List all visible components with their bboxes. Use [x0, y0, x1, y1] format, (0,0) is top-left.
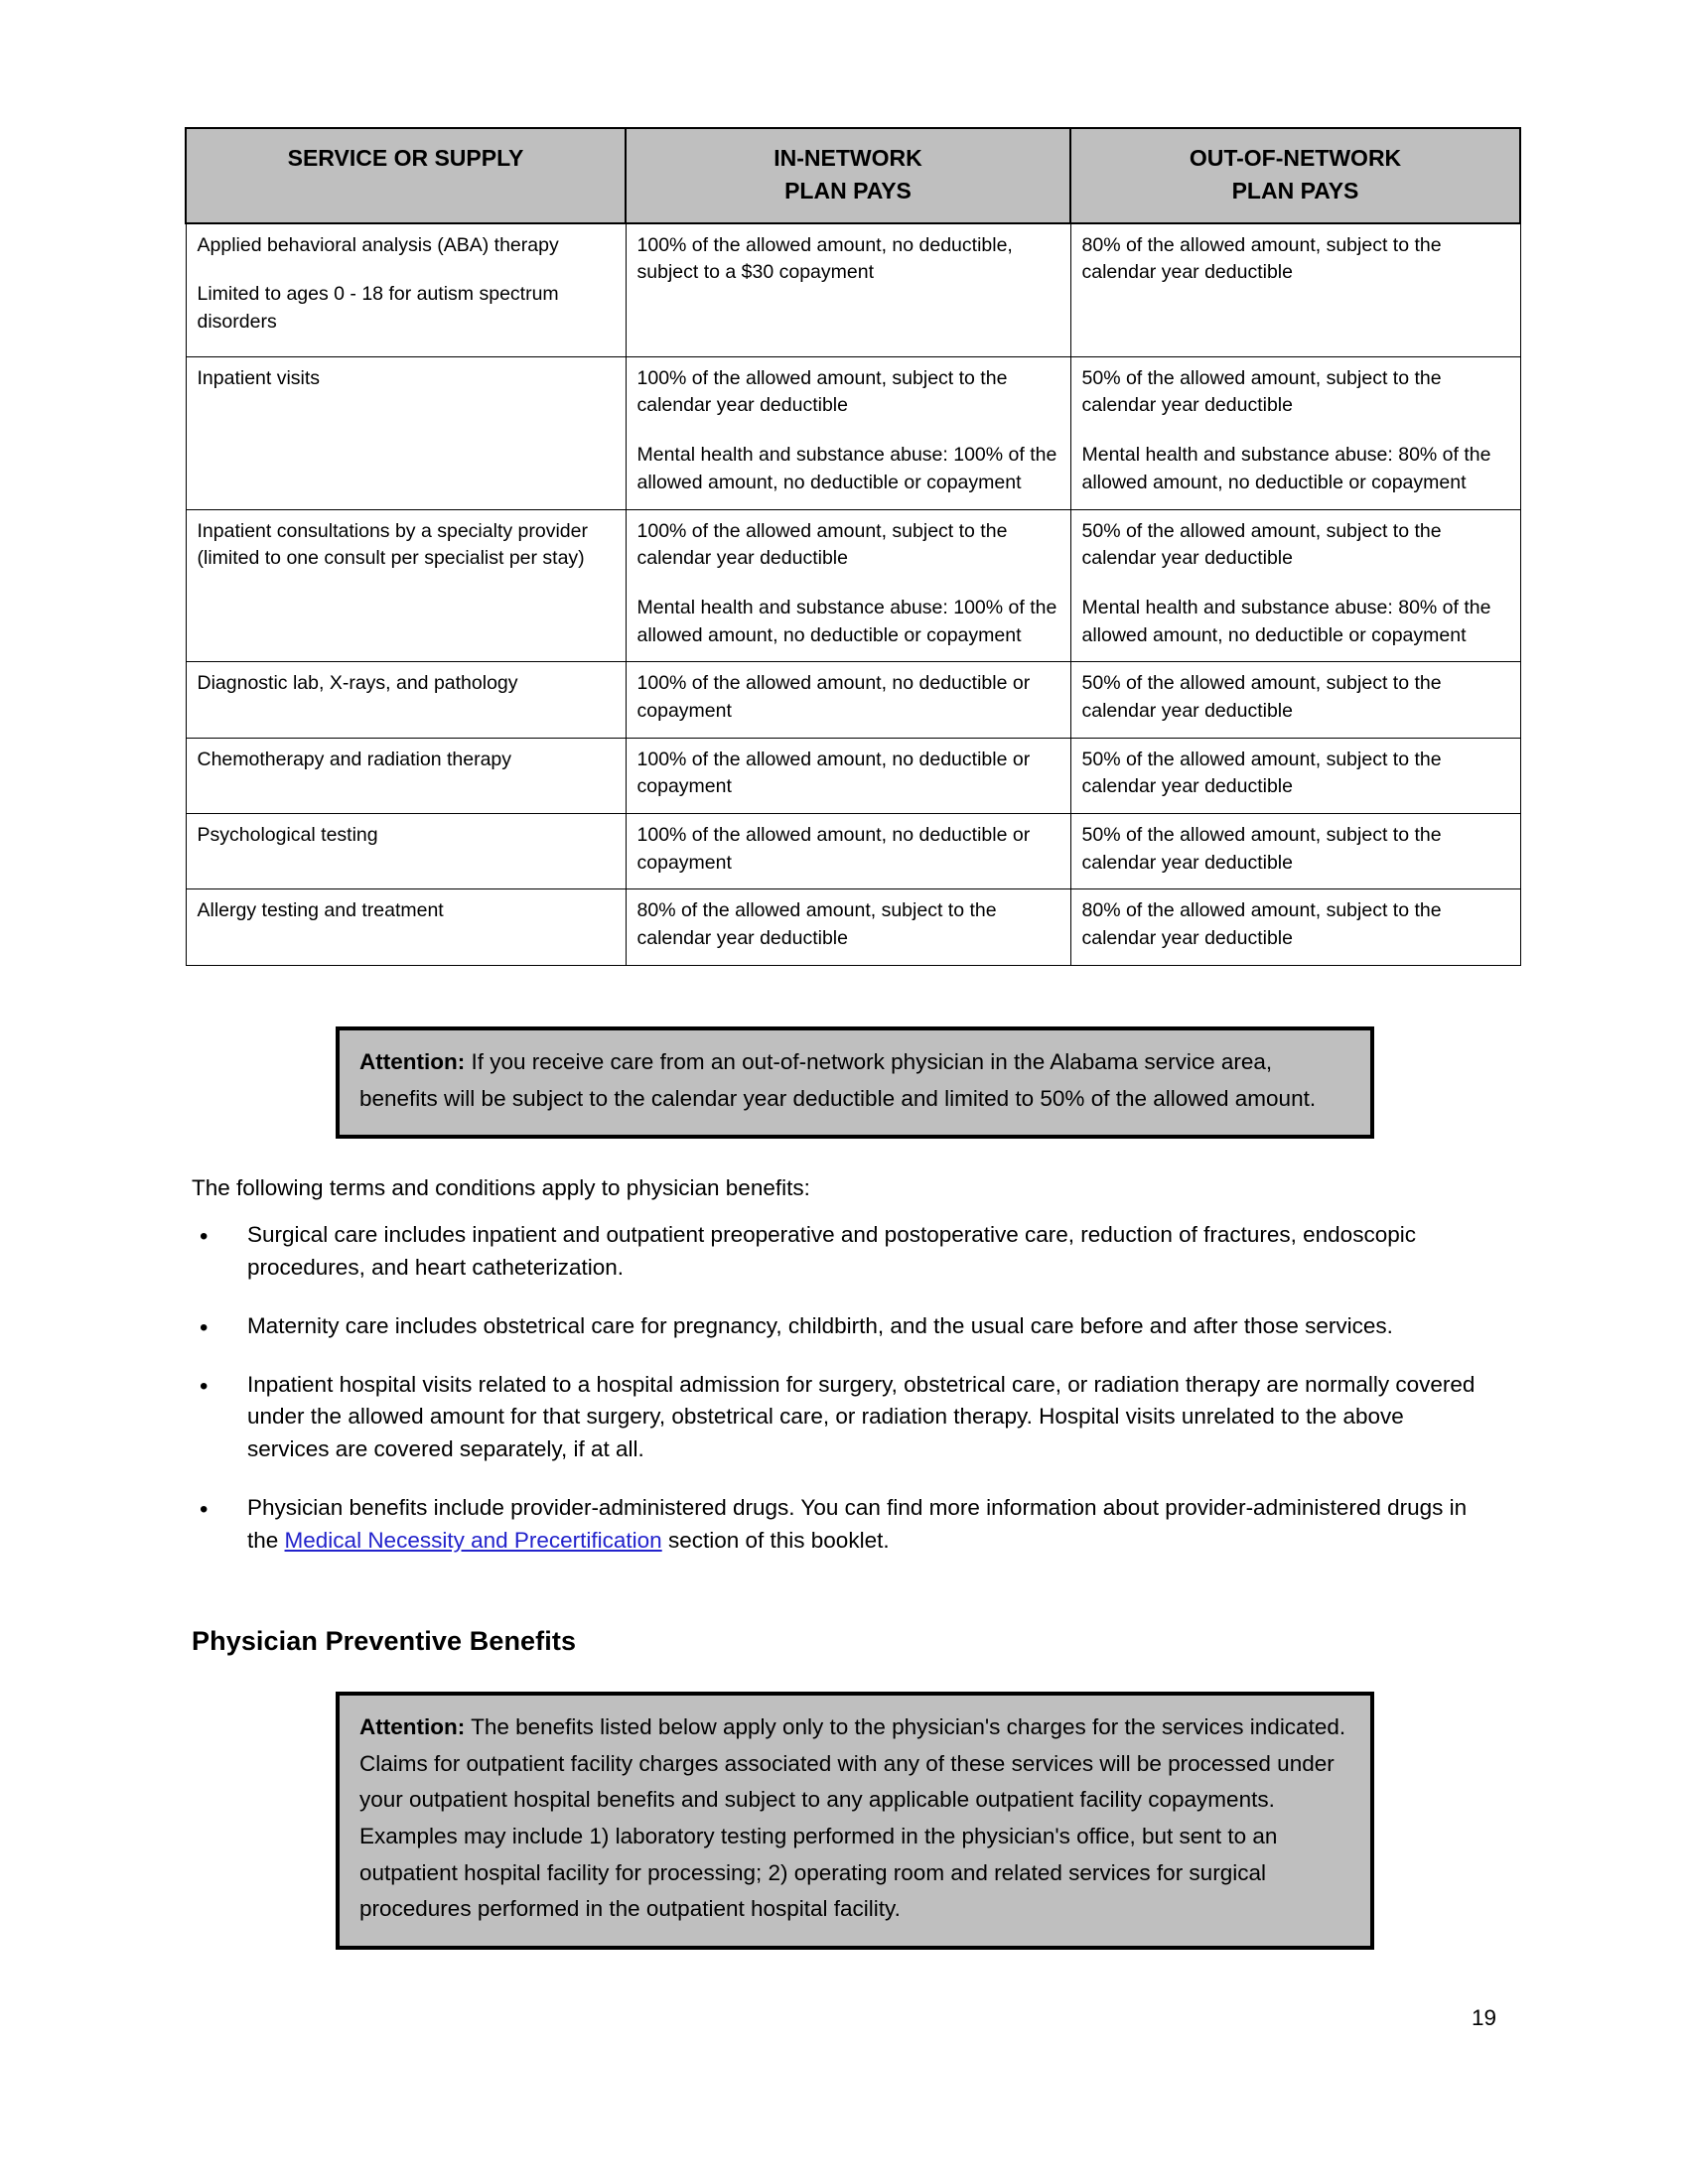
table-row: [186, 889, 1520, 965]
cell-service: [186, 223, 626, 357]
page-number: 19: [1471, 2005, 1496, 2030]
medical-necessity-precertification-link[interactable]: Medical Necessity and Precertification: [284, 1527, 662, 1553]
cell-in-network: [626, 509, 1070, 662]
column-header-out-of-network-line1: OUT-OF-NETWORK: [1189, 145, 1402, 171]
cell-text: Allergy testing and treatment: [197, 899, 444, 922]
cell-text: Inpatient consultations by a specialty provider (limited to one consult per specialist per stay): [197, 519, 588, 570]
cell-text: 50% of the allowed amount, subject to the calendar year deductible: [1081, 824, 1442, 874]
bullet-dot-icon: •: [200, 1496, 209, 1524]
cell-text: 100% of the allowed amount, no deductible or copayment: [636, 748, 1031, 798]
cell-out-of-network: [1070, 889, 1520, 965]
cell-text: Mental health and substance abuse: 100% of the allowed amount, no deductible or copayment: [636, 444, 1057, 493]
cell-service: [186, 662, 626, 738]
cell-out-of-network: [1070, 814, 1520, 889]
list-item-text-before-link: Physician benefits include provider-administered drugs. You can find more information about provider-administered drugs in the: [247, 1495, 1468, 1553]
cell-out-of-network: [1070, 509, 1520, 662]
table-header-row: [186, 128, 1520, 223]
cell-text: Limited to ages 0 - 18 for autism spectrum disorders: [197, 283, 559, 334]
attention-callout-preventive: [336, 1692, 1374, 1950]
benefits-table: [185, 127, 1521, 966]
column-header-out-of-network: [1070, 128, 1520, 223]
table-row: [186, 509, 1520, 662]
attention-label: Attention:: [359, 1714, 466, 1739]
cell-text: 80% of the allowed amount, subject to the calendar year deductible: [1081, 233, 1442, 284]
cell-text: Mental health and substance abuse: 100% of the allowed amount, no deductible or copayment: [636, 596, 1057, 646]
benefits-table-header: [186, 128, 1520, 223]
cell-out-of-network: [1070, 662, 1520, 738]
list-item: [192, 1310, 1482, 1343]
list-item-with-link: [192, 1492, 1482, 1558]
bullet-dot-icon: •: [200, 1372, 209, 1400]
column-header-service-label: SERVICE OR SUPPLY: [287, 145, 524, 171]
cell-text: 80% of the allowed amount, subject to the calendar year deductible: [1081, 899, 1442, 950]
terms-intro-text: The following terms and conditions apply to physician benefits:: [192, 1175, 810, 1200]
cell-text: 100% of the allowed amount, subject to the calendar year deductible: [636, 519, 1008, 570]
list-item-text: Inpatient hospital visits related to a hospital admission for surgery, obstetrical care, or radiation therapy are normally covered under the allowed amount for that surgery, obstetrical care, or radiation therapy. Hospital visits unrelated to the above services are covered separately, if at all.: [247, 1371, 1476, 1462]
table-row: [186, 223, 1520, 357]
benefits-table-body: [186, 223, 1520, 966]
table-row: [186, 738, 1520, 813]
cell-text: Inpatient visits: [197, 366, 321, 389]
list-item-text: Surgical care includes inpatient and outpatient preoperative and postoperative care, reduction of fractures, endoscopic procedures, and heart catheterization.: [247, 1222, 1416, 1280]
column-header-in-network: [626, 128, 1070, 223]
attention-text: The benefits listed below apply only to the physician's charges for the services indicated. Claims for outpatient facility charges associated with any of these services will be processed under your outpatient hospital benefits and subject to any applicable outpatient facility copayments. Examples may include 1) laboratory testing performed in the physician's office, but sent to an outpatient hospital facility for processing; 2) operating room and related services for surgical procedures performed in the outpatient hospital facility.: [359, 1714, 1346, 1922]
cell-text: Diagnostic lab, X-rays, and pathology: [197, 672, 518, 695]
attention-callout-network: [336, 1026, 1374, 1139]
benefits-table-container: [185, 127, 1491, 966]
cell-text: Mental health and substance abuse: 80% of the allowed amount, no deductible or copayment: [1081, 444, 1491, 493]
cell-in-network: [626, 223, 1070, 357]
cell-text: 50% of the allowed amount, subject to the calendar year deductible: [1081, 672, 1442, 722]
column-header-in-network-line1: IN-NETWORK: [774, 145, 922, 171]
cell-text: 100% of the allowed amount, no deductible or copayment: [636, 672, 1031, 722]
cell-service: [186, 356, 626, 509]
cell-text: 100% of the allowed amount, no deductible, subject to a $30 copayment: [636, 233, 1013, 284]
cell-text: 100% of the allowed amount, subject to the calendar year deductible: [636, 366, 1008, 417]
list-item: [192, 1219, 1482, 1285]
cell-text: 80% of the allowed amount, subject to the calendar year deductible: [636, 899, 997, 950]
cell-text: Psychological testing: [197, 824, 378, 846]
cell-text: 50% of the allowed amount, subject to the calendar year deductible: [1081, 748, 1442, 798]
cell-text: Mental health and substance abuse: 80% of the allowed amount, no deductible or copayment: [1081, 596, 1491, 646]
column-header-service: [186, 128, 626, 223]
cell-out-of-network: [1070, 738, 1520, 813]
cell-text: Applied behavioral analysis (ABA) therapy: [197, 233, 559, 256]
bullet-dot-icon: •: [200, 1313, 209, 1341]
attention-label: Attention:: [359, 1049, 466, 1074]
cell-text: 100% of the allowed amount, no deductible or copayment: [636, 824, 1031, 874]
column-header-in-network-line2: PLAN PAYS: [784, 178, 912, 205]
list-item: [192, 1369, 1482, 1467]
table-row: [186, 814, 1520, 889]
cell-service: [186, 509, 626, 662]
cell-in-network: [626, 662, 1070, 738]
cell-text: Chemotherapy and radiation therapy: [197, 748, 512, 770]
cell-service: [186, 889, 626, 965]
column-header-out-of-network-line2: PLAN PAYS: [1231, 178, 1359, 205]
cell-text: 50% of the allowed amount, subject to the calendar year deductible: [1081, 366, 1442, 417]
cell-out-of-network: [1070, 223, 1520, 357]
cell-text: 50% of the allowed amount, subject to the calendar year deductible: [1081, 519, 1442, 570]
table-row: [186, 356, 1520, 509]
cell-in-network: [626, 738, 1070, 813]
cell-service: [186, 814, 626, 889]
cell-in-network: [626, 814, 1070, 889]
cell-out-of-network: [1070, 356, 1520, 509]
cell-in-network: [626, 356, 1070, 509]
table-row: [186, 662, 1520, 738]
cell-service: [186, 738, 626, 813]
bullet-dot-icon: •: [200, 1223, 209, 1250]
list-item-text: Maternity care includes obstetrical care for pregnancy, childbirth, and the usual care before and after those services.: [247, 1312, 1393, 1338]
cell-in-network: [626, 889, 1070, 965]
page-section-heading: Physician Preventive Benefits: [192, 1626, 577, 1657]
attention-text: If you receive care from an out-of-network physician in the Alabama service area, benefits will be subject to the calendar year deductible and limited to 50% of the allowed amount.: [359, 1049, 1317, 1111]
terms-bullet-list: [192, 1219, 1482, 1583]
list-item-text-after-link: section of this booklet.: [661, 1527, 890, 1553]
